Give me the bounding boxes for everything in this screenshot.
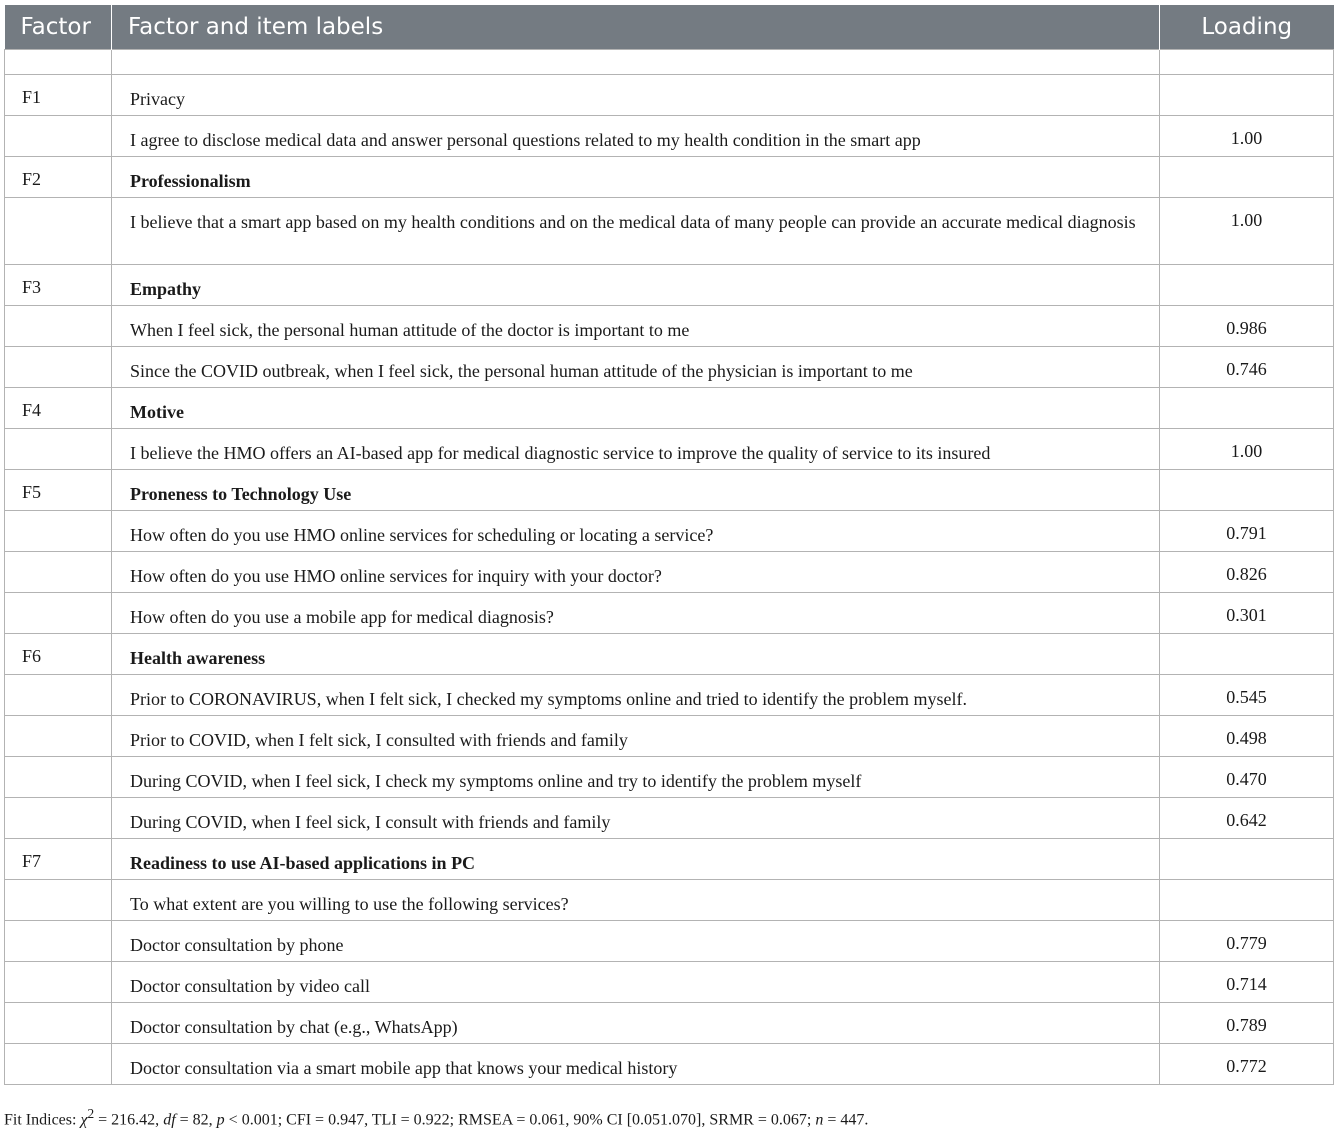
- loading-cell: 0.791: [1160, 511, 1334, 552]
- table-row: [5, 757, 1334, 798]
- factor-cell: [5, 511, 112, 552]
- label-cell: Empathy: [112, 265, 1160, 306]
- footnote-df: df: [163, 1111, 176, 1129]
- loading-cell: [1160, 157, 1334, 198]
- factor-cell: [5, 716, 112, 757]
- table-row: [5, 198, 1334, 265]
- table-container: [4, 5, 1333, 1085]
- factor-cell: [5, 347, 112, 388]
- footnote-prefix: Fit Indices:: [4, 1111, 81, 1129]
- loading-cell: 0.470: [1160, 757, 1334, 798]
- loading-cell: [1160, 634, 1334, 675]
- loading-cell: [1160, 388, 1334, 429]
- label-cell: Prior to CORONAVIRUS, when I felt sick, I checked my symptoms online and tried to identify the problem myself.: [112, 675, 1160, 716]
- footnote-sup: 2: [87, 1106, 95, 1121]
- table-row: [5, 675, 1334, 716]
- label-cell: I agree to disclose medical data and answer personal questions related to my health condition in the smart app: [112, 116, 1160, 157]
- loading-cell: 0.642: [1160, 798, 1334, 839]
- factor-cell: [5, 593, 112, 634]
- factor-cell: [5, 1044, 112, 1085]
- loading-cell: 0.772: [1160, 1044, 1334, 1085]
- label-cell: I believe the HMO offers an AI-based app for medical diagnostic service to improve the quality of service to its insured: [112, 429, 1160, 470]
- factor-cell: [5, 1003, 112, 1044]
- factor-cell: [5, 962, 112, 1003]
- loading-cell: 0.826: [1160, 552, 1334, 593]
- table-row: [5, 921, 1334, 962]
- table-row: [5, 116, 1334, 157]
- table-row: [5, 1044, 1334, 1085]
- table-row: [5, 157, 1334, 198]
- label-cell: Prior to COVID, when I felt sick, I consulted with friends and family: [112, 716, 1160, 757]
- label-cell: Proneness to Technology Use: [112, 470, 1160, 511]
- header-factor: Factor: [5, 5, 112, 50]
- spacer-row: [5, 50, 1334, 75]
- label-cell: Since the COVID outbreak, when I feel sick, the personal human attitude of the physician is important to me: [112, 347, 1160, 388]
- factor-cell: [5, 675, 112, 716]
- header-loading: Loading: [1160, 5, 1334, 50]
- footnote-text: < 0.001; CFI = 0.947, TLI = 0.922; RMSEA = 0.061, 90% CI [0.051.070], SRMR = 0.067;: [224, 1111, 816, 1129]
- factor-cell: [5, 116, 112, 157]
- table-row: [5, 511, 1334, 552]
- factor-cell: F4: [5, 388, 112, 429]
- fit-indices-footnote: [4, 1106, 868, 1129]
- table-row: [5, 880, 1334, 921]
- header-labels: Factor and item labels: [112, 5, 1160, 50]
- table-row: [5, 593, 1334, 634]
- footnote-p: p: [216, 1111, 225, 1129]
- table-row: [5, 347, 1334, 388]
- factor-cell: F7: [5, 839, 112, 880]
- table-row: [5, 429, 1334, 470]
- label-cell: Privacy: [112, 75, 1160, 116]
- label-cell: How often do you use a mobile app for medical diagnosis?: [112, 593, 1160, 634]
- loading-cell: 0.746: [1160, 347, 1334, 388]
- loading-cell: [1160, 839, 1334, 880]
- footnote-chi: χ: [80, 1111, 88, 1129]
- label-cell: Health awareness: [112, 634, 1160, 675]
- table-row: [5, 306, 1334, 347]
- loading-cell: 1.00: [1160, 116, 1334, 157]
- footnote-n: n: [815, 1111, 824, 1129]
- label-cell: Motive: [112, 388, 1160, 429]
- table-row: [5, 75, 1334, 116]
- label-cell: Professionalism: [112, 157, 1160, 198]
- table-row: [5, 962, 1334, 1003]
- loading-cell: 0.789: [1160, 1003, 1334, 1044]
- label-cell: To what extent are you willing to use the following services?: [112, 880, 1160, 921]
- factor-cell: [5, 921, 112, 962]
- spacer-cell: [1160, 50, 1334, 75]
- factor-cell: F6: [5, 634, 112, 675]
- spacer-cell: [5, 50, 112, 75]
- factor-cell: [5, 798, 112, 839]
- label-cell: Doctor consultation via a smart mobile app that knows your medical history: [112, 1044, 1160, 1085]
- table-row: [5, 798, 1334, 839]
- label-cell: When I feel sick, the personal human attitude of the doctor is important to me: [112, 306, 1160, 347]
- table-row: [5, 716, 1334, 757]
- loading-cell: [1160, 880, 1334, 921]
- table-row: [5, 634, 1334, 675]
- footnote-text: = 447.: [823, 1111, 869, 1129]
- factor-cell: [5, 306, 112, 347]
- label-cell: Readiness to use AI-based applications in PC: [112, 839, 1160, 880]
- table-row: [5, 1003, 1334, 1044]
- loading-cell: [1160, 470, 1334, 511]
- loading-cell: 0.714: [1160, 962, 1334, 1003]
- loading-cell: 0.545: [1160, 675, 1334, 716]
- factor-cell: F1: [5, 75, 112, 116]
- loading-cell: 0.498: [1160, 716, 1334, 757]
- loading-cell: 0.986: [1160, 306, 1334, 347]
- factor-cell: [5, 880, 112, 921]
- factor-cell: [5, 198, 112, 265]
- factor-cell: F5: [5, 470, 112, 511]
- label-cell: During COVID, when I feel sick, I check my symptoms online and try to identify the problem myself: [112, 757, 1160, 798]
- loading-cell: [1160, 75, 1334, 116]
- factor-cell: F2: [5, 157, 112, 198]
- loading-cell: 0.779: [1160, 921, 1334, 962]
- footnote-text: = 82,: [175, 1111, 217, 1129]
- label-cell: Doctor consultation by video call: [112, 962, 1160, 1003]
- label-cell: I believe that a smart app based on my health conditions and on the medical data of many people can provide an accurate medical diagnosis: [112, 198, 1160, 265]
- spacer-cell: [112, 50, 1160, 75]
- label-cell: During COVID, when I feel sick, I consult with friends and family: [112, 798, 1160, 839]
- loading-cell: [1160, 265, 1334, 306]
- factor-cell: F3: [5, 265, 112, 306]
- factor-cell: [5, 429, 112, 470]
- factor-cell: [5, 552, 112, 593]
- loading-cell: 1.00: [1160, 198, 1334, 265]
- factor-cell: [5, 757, 112, 798]
- loading-cell: 0.301: [1160, 593, 1334, 634]
- loading-cell: 1.00: [1160, 429, 1334, 470]
- table-row: [5, 552, 1334, 593]
- label-cell: How often do you use HMO online services for inquiry with your doctor?: [112, 552, 1160, 593]
- table-row: [5, 839, 1334, 880]
- label-cell: How often do you use HMO online services for scheduling or locating a service?: [112, 511, 1160, 552]
- factor-loadings-table: [4, 5, 1334, 1085]
- header-row: [5, 5, 1334, 50]
- table-row: [5, 265, 1334, 306]
- footnote-text: = 216.42,: [94, 1111, 164, 1129]
- table-row: [5, 388, 1334, 429]
- label-cell: Doctor consultation by phone: [112, 921, 1160, 962]
- table-row: [5, 470, 1334, 511]
- label-cell: Doctor consultation by chat (e.g., WhatsApp): [112, 1003, 1160, 1044]
